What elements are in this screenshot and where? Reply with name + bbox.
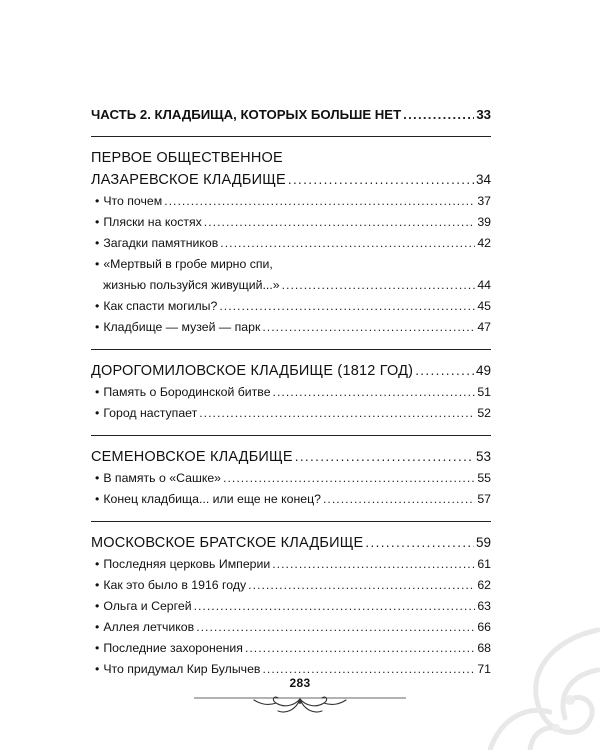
toc-part-heading[interactable]: [91, 104, 491, 125]
toc-entry[interactable]: [91, 468, 491, 489]
toc-section-lazarevskoe: [91, 147, 491, 338]
dot-leader: [262, 317, 475, 338]
toc-entry-page: 37: [477, 194, 491, 208]
toc-part-page: 33: [476, 107, 491, 122]
bullet-icon: •: [95, 641, 100, 655]
bullet-icon: •: [95, 236, 100, 250]
section-divider: [91, 435, 491, 436]
toc-section-page: 53: [475, 449, 491, 464]
section-divider: [91, 136, 491, 137]
toc-entry[interactable]: [91, 554, 491, 575]
dot-leader: [403, 104, 474, 125]
dot-leader: [295, 446, 474, 468]
toc-entry-title: Конец кладбища... или еще не конец?: [103, 492, 321, 506]
dot-leader: [288, 169, 474, 191]
toc-entry-title-continued: жизнью пользуйся живущий...»: [103, 278, 280, 292]
bullet-icon: •: [95, 215, 100, 229]
dot-leader: [164, 191, 475, 212]
toc-entry-page: 51: [477, 385, 491, 399]
toc-entry-page: 66: [477, 620, 491, 634]
toc-section-heading[interactable]: [91, 446, 491, 468]
page-footer: [190, 670, 410, 720]
toc-entry-page: 42: [477, 236, 491, 250]
toc-section-heading[interactable]: [91, 360, 491, 382]
toc-entry-page: 63: [477, 599, 491, 613]
toc-section-title: СЕМЕНОВСКОЕ КЛАДБИЩЕ: [91, 449, 293, 465]
toc-entry-title: Последние захоронения: [103, 641, 243, 655]
bullet-icon: •: [95, 620, 100, 634]
toc-entry[interactable]: [91, 191, 491, 212]
dot-leader: [282, 275, 476, 296]
dot-leader: [220, 233, 475, 254]
dot-leader: [219, 296, 475, 317]
toc-entry[interactable]: [91, 296, 491, 317]
toc-entry-title: Аллея летчиков: [103, 620, 195, 634]
toc-entry-title: Ольга и Сергей: [103, 599, 192, 613]
toc-entry[interactable]: [91, 403, 491, 424]
toc-section-dorogomilovskoe: [91, 360, 491, 424]
ornament-divider-icon: [190, 690, 410, 716]
toc-entry[interactable]: [91, 382, 491, 403]
bullet-icon: •: [95, 320, 100, 334]
toc-entry[interactable]: [91, 212, 491, 233]
toc-entry-page: 68: [477, 641, 491, 655]
dot-leader: [248, 575, 475, 596]
bullet-icon: •: [95, 578, 100, 592]
bullet-icon: •: [95, 471, 100, 485]
toc-section-heading[interactable]: [91, 169, 491, 191]
toc-entry-title: Что придумал Кир Булычев: [103, 662, 261, 676]
toc-entry-title: Как спасти могилы?: [103, 299, 218, 313]
dot-leader: [273, 382, 476, 403]
toc-section-page: 34: [475, 172, 491, 187]
toc-entry-title: В память о «Сашке»: [103, 471, 222, 485]
toc-section-semenovskoe: [91, 446, 491, 510]
section-divider: [91, 349, 491, 350]
section-divider: [91, 521, 491, 522]
toc-section-title-line1: ПЕРВОЕ ОБЩЕСТВЕННОЕ: [91, 150, 283, 166]
toc-entry-title: Кладбище — музей — парк: [103, 320, 261, 334]
toc-entry-title: Последняя церковь Империи: [103, 557, 271, 571]
dot-leader: [272, 554, 475, 575]
toc-section-heading[interactable]: [91, 532, 491, 554]
toc-entry-page: 55: [477, 471, 491, 485]
bullet-icon: •: [95, 385, 100, 399]
dot-leader: [199, 403, 475, 424]
toc-entry-page: 47: [477, 320, 491, 334]
toc-entry-page: 45: [477, 299, 491, 313]
toc-entry-title: Что почем: [103, 194, 163, 208]
toc-entry-title: Память о Бородинской битве: [103, 385, 271, 399]
toc-entry-title: «Мертвый в гробе мирно спи,: [103, 257, 273, 271]
toc-entry-title: Пляски на костях: [103, 215, 202, 229]
dot-leader: [415, 360, 474, 382]
toc-entry[interactable]: [91, 575, 491, 596]
table-of-contents: [91, 104, 491, 680]
bullet-icon: •: [95, 257, 100, 271]
toc-entry-page: 39: [477, 215, 491, 229]
toc-entry-page: 57: [477, 492, 491, 506]
toc-entry-page: 52: [477, 406, 491, 420]
toc-entry-page: 61: [477, 557, 491, 571]
toc-entry-page: 44: [477, 278, 491, 292]
bullet-icon: •: [95, 662, 100, 676]
toc-entry[interactable]: [91, 275, 491, 296]
bullet-icon: •: [95, 492, 100, 506]
toc-part-title: ЧАСТЬ 2. КЛАДБИЩА, КОТОРЫХ БОЛЬШЕ НЕТ: [91, 107, 402, 122]
toc-entry[interactable]: [91, 489, 491, 510]
bullet-icon: •: [95, 599, 100, 613]
toc-entry-first-line[interactable]: [91, 254, 491, 275]
dot-leader: [323, 489, 475, 510]
dot-leader: [204, 212, 476, 233]
toc-entry-page: 71: [477, 662, 491, 676]
page-number: 283: [289, 676, 311, 690]
toc-section-title: МОСКОВСКОЕ БРАТСКОЕ КЛАДБИЩЕ: [91, 535, 364, 551]
toc-entry-title: Загадки памятников: [103, 236, 219, 250]
toc-section-title: ДОРОГОМИЛОВСКОЕ КЛАДБИЩЕ (1812 ГОД): [91, 363, 414, 379]
toc-section-title: ЛАЗАРЕВСКОЕ КЛАДБИЩЕ: [91, 172, 286, 188]
bullet-icon: •: [95, 194, 100, 208]
toc-entry-page: 62: [477, 578, 491, 592]
toc-entry-title: Город наступает: [103, 406, 198, 420]
dot-leader: [223, 468, 475, 489]
toc-entry[interactable]: [91, 233, 491, 254]
toc-entry[interactable]: [91, 317, 491, 338]
toc-entry-title: Как это было в 1916 году: [103, 578, 247, 592]
corner-flourish-icon: [430, 600, 600, 750]
bullet-icon: •: [95, 299, 100, 313]
bullet-icon: •: [95, 557, 100, 571]
toc-section-page: 59: [475, 535, 491, 550]
bullet-icon: •: [95, 406, 100, 420]
dot-leader: [365, 532, 474, 554]
toc-section-page: 49: [475, 363, 491, 378]
